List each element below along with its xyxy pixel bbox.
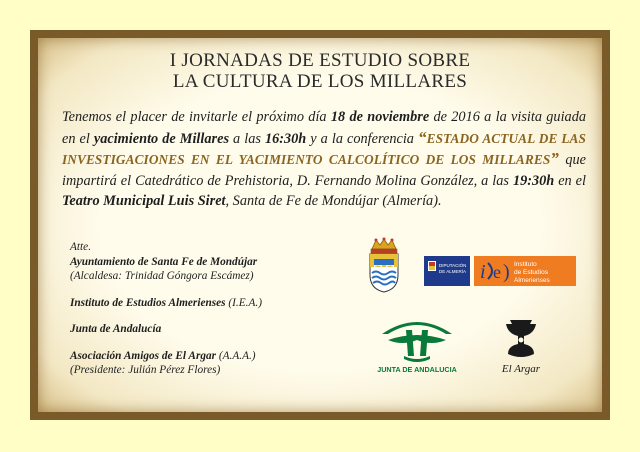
junta-caption: JUNTA DE ANDALUCIA: [377, 365, 457, 374]
el-argar-cup-icon: [490, 316, 552, 380]
signatory-junta: Junta de Andalucía: [70, 323, 162, 335]
invitation-text: de 2016 a la visita guiada en el: [62, 109, 587, 147]
visit-time: 16:30h: [264, 130, 307, 147]
page-title: [0, 50, 640, 92]
visit-site: yacimiento de Millares: [93, 130, 230, 147]
greeting: Atte.: [70, 241, 92, 253]
title-line-1: I JORNADAS DE ESTUDIO SOBRE: [169, 50, 471, 71]
signatories-list: [70, 240, 370, 378]
argar-caption: El Argar: [501, 363, 541, 375]
close-quote: ”: [550, 149, 559, 168]
invitation-text: y a la conferencia: [306, 130, 418, 147]
diputacion-line-1: DIPUTACIÓN: [439, 263, 467, 268]
signatory-ayuntamiento-sub: (Alcaldesa: Trinidad Góngora Escámez): [70, 270, 254, 282]
signatory-ayuntamiento: Ayuntamiento de Santa Fe de Mondújar: [70, 255, 258, 268]
iea-logo-line-2: de Estudios: [514, 269, 548, 276]
santa-fe-coat-of-arms-icon: [366, 237, 402, 293]
event-date: 18 de noviembre: [330, 109, 430, 125]
svg-text:i: i: [480, 261, 486, 283]
svg-text:): ): [503, 261, 510, 283]
signatory-iea: Instituto de Estudios Almerienses: [70, 296, 226, 309]
diputacion-almeria-logo-icon: [424, 256, 470, 286]
svg-text:e: e: [493, 262, 501, 282]
signatory-argar: Asociación Amigos de El Argar: [70, 349, 217, 362]
open-quote: “: [418, 127, 427, 147]
signatory-argar-abbr: (A.A.A.): [216, 349, 256, 362]
signatory-iea-abbr: (I.E.A.): [225, 296, 262, 309]
iea-logo-line-3: Almerienses: [514, 277, 550, 284]
invitation-text: a las: [229, 130, 265, 147]
invitation-text: Tenemos el placer de invitarle el próximo día: [62, 109, 331, 125]
invitation-paragraph: [62, 107, 586, 212]
junta-andalucia-logo-icon: [372, 312, 462, 376]
invitation-text: en el: [554, 172, 586, 189]
iea-logo-line-1: Instituto: [514, 261, 537, 268]
title-line-2: LA CULTURA DE LOS MILLARES: [172, 71, 468, 92]
conference-time: 19:30h: [512, 172, 555, 189]
invitation-text: que impartirá el Catedrático de Prehistoria, D. Fernando Molina González, a las: [62, 152, 586, 189]
conference-venue: Teatro Municipal Luis Siret: [62, 193, 226, 209]
signatory-argar-sub: (Presidente: Julián Pérez Flores): [70, 364, 221, 376]
iea-logo-icon: [474, 256, 576, 286]
conference-name: ESTADO ACTUAL DE LAS INVESTIGACIONES EN EL YACIMIENTO CALCOLÍTICO DE LOS MILLARES: [62, 130, 587, 167]
diputacion-line-2: DE ALMERÍA: [439, 269, 467, 274]
invitation-text: , Santa de Fe de Mondújar (Almería).: [225, 193, 442, 209]
